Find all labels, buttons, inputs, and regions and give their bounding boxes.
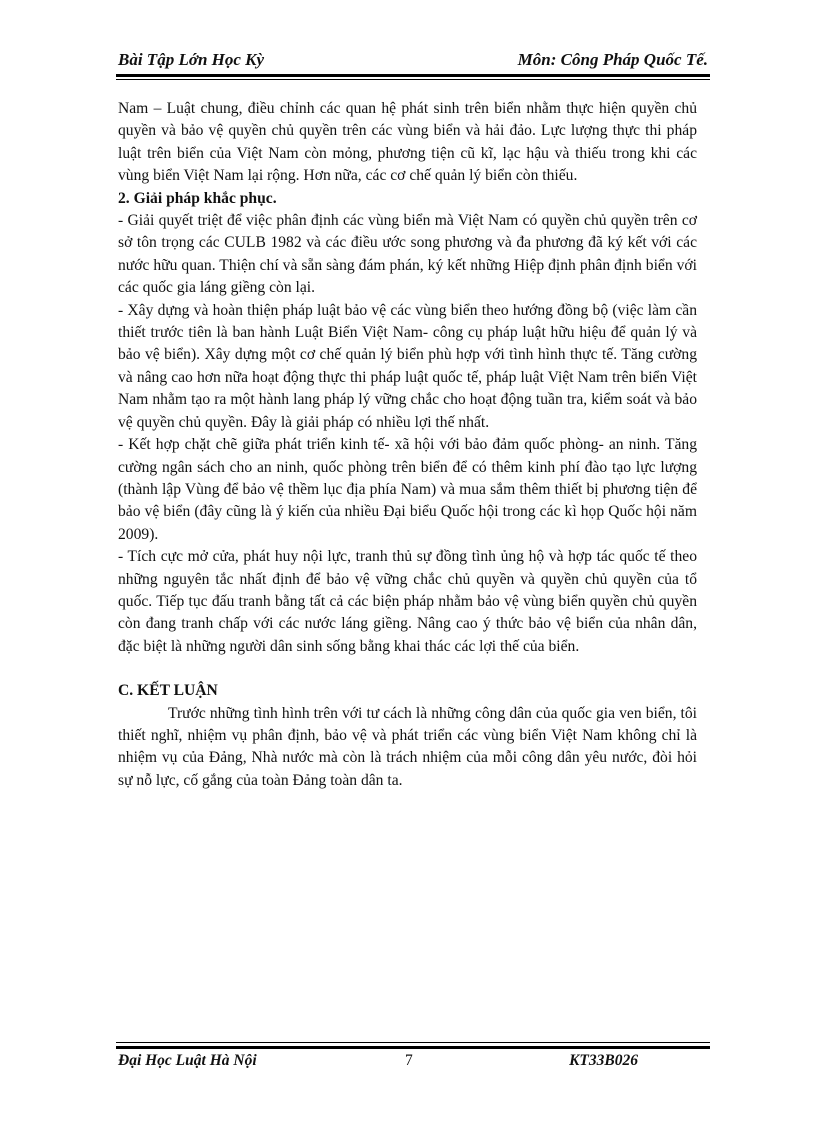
paragraph: Nam – Luật chung, điều chỉnh các quan hệ phát sinh trên biển nhằm thực hiện quyền chủ quyền và bảo vệ quyền chủ quyền trên các vùng biển và hải đảo. Lực lượng thực thi pháp luật trên biển của Việt Nam còn mỏng, phương tiện cũ kĩ, lạc hậu và thiếu trong khi các vùng biển Việt Nam lại rộng. Hơn nữa, các cơ chế quản lý biển còn thiếu. (118, 100, 697, 185)
paragraph: - Giải quyết triệt để việc phân định các vùng biển mà Việt Nam có quyền chủ quyền trên cơ sở tôn trọng các CULB 1982 và các điều ước song phương và đa phương đã ký kết với các nước hữu quan. Thiện chí và sẵn sàng đám phán, ký kết những Hiệp định phân định biển với các quốc gia láng giềng còn lại. (118, 212, 697, 297)
footer-rule-thick (116, 1046, 710, 1049)
paragraph: - Kết hợp chặt chẽ giữa phát triển kinh tế- xã hội với bảo đảm quốc phòng- an ninh. Tăng cường ngân sách cho an ninh, quốc phòng trên biển để có thêm kinh phí đào tạo lực lượng (thành lập Vùng để bảo vệ thềm lục địa phía Nam) và mua sắm thêm thiết bị phương tiện để bảo vệ biển (đây cũng là ý kiến của nhiều Đại biểu Quốc hội trong các kì họp Quốc hội năm 2009). (118, 436, 697, 543)
document-body (118, 98, 697, 792)
conclusion-heading: C. KẾT LUẬN (118, 682, 218, 700)
header-course-title: Bài Tập Lớn Học Kỳ (118, 50, 265, 69)
section-heading: 2. Giải pháp khắc phục. (118, 189, 277, 207)
paragraph: - Xây dựng và hoàn thiện pháp luật bảo vệ các vùng biển theo hướng đồng bộ (việc làm cần thiết trước tiên là ban hành Luật Biển Việt Nam- công cụ pháp luật hữu hiệu để quản lý và bảo vệ biển). Xây dựng một cơ chế quản lý biển phù hợp với tình hình thực tế. Tăng cường và nâng cao hơn nữa hoạt động thực thi pháp luật quốc tế, pháp luật Việt Nam trên biển Việt Nam nhằm tạo ra một hành lang pháp lý vững chắc cho hoạt động tuần tra, kiểm soát và bảo vệ quyền chủ quyền. Đây là giải pháp có nhiều lợi thế nhất. (118, 301, 697, 431)
paragraph: - Tích cực mở cửa, phát huy nội lực, tranh thủ sự đồng tình ủng hộ và hợp tác quốc tế theo những nguyên tắc nhất định để bảo vệ vững chắc chủ quyền và quyền chủ quyền của tổ quốc. Tiếp tục đấu tranh bằng tất cả các biện pháp nhằm bảo vệ vùng biển quyền chủ quyền còn đang tranh chấp với các nước láng giềng. Nâng cao ý thức bảo vệ biển của nhân dân, đặc biệt là những người dân sinh sống bằng khai thác các lợi thế của biển. (118, 548, 697, 655)
page-header (118, 50, 708, 74)
header-subject: Môn: Công Pháp Quốc Tế. (517, 50, 708, 69)
page-number: 7 (405, 1052, 413, 1069)
paragraph: Trước những tình hình trên với tư cách là những công dân của quốc gia ven biển, tôi thiết nghĩ, nhiệm vụ phân định, bảo vệ và phát triển các vùng biển Việt Nam không chỉ là nhiệm vụ của Đảng, Nhà nước mà còn là trách nhiệm của mỗi công dân yêu nước, đòi hỏi sự nỗ lực, cố gắng của toàn Đảng toàn dân ta. (118, 704, 697, 789)
header-rule-thick (116, 74, 710, 77)
footer-student-code: KT33B026 (569, 1052, 638, 1069)
page-footer (118, 1052, 708, 1076)
header-rule-thin (116, 79, 710, 80)
footer-rule-thin (116, 1042, 710, 1043)
footer-school: Đại Học Luật Hà Nội (118, 1052, 257, 1069)
